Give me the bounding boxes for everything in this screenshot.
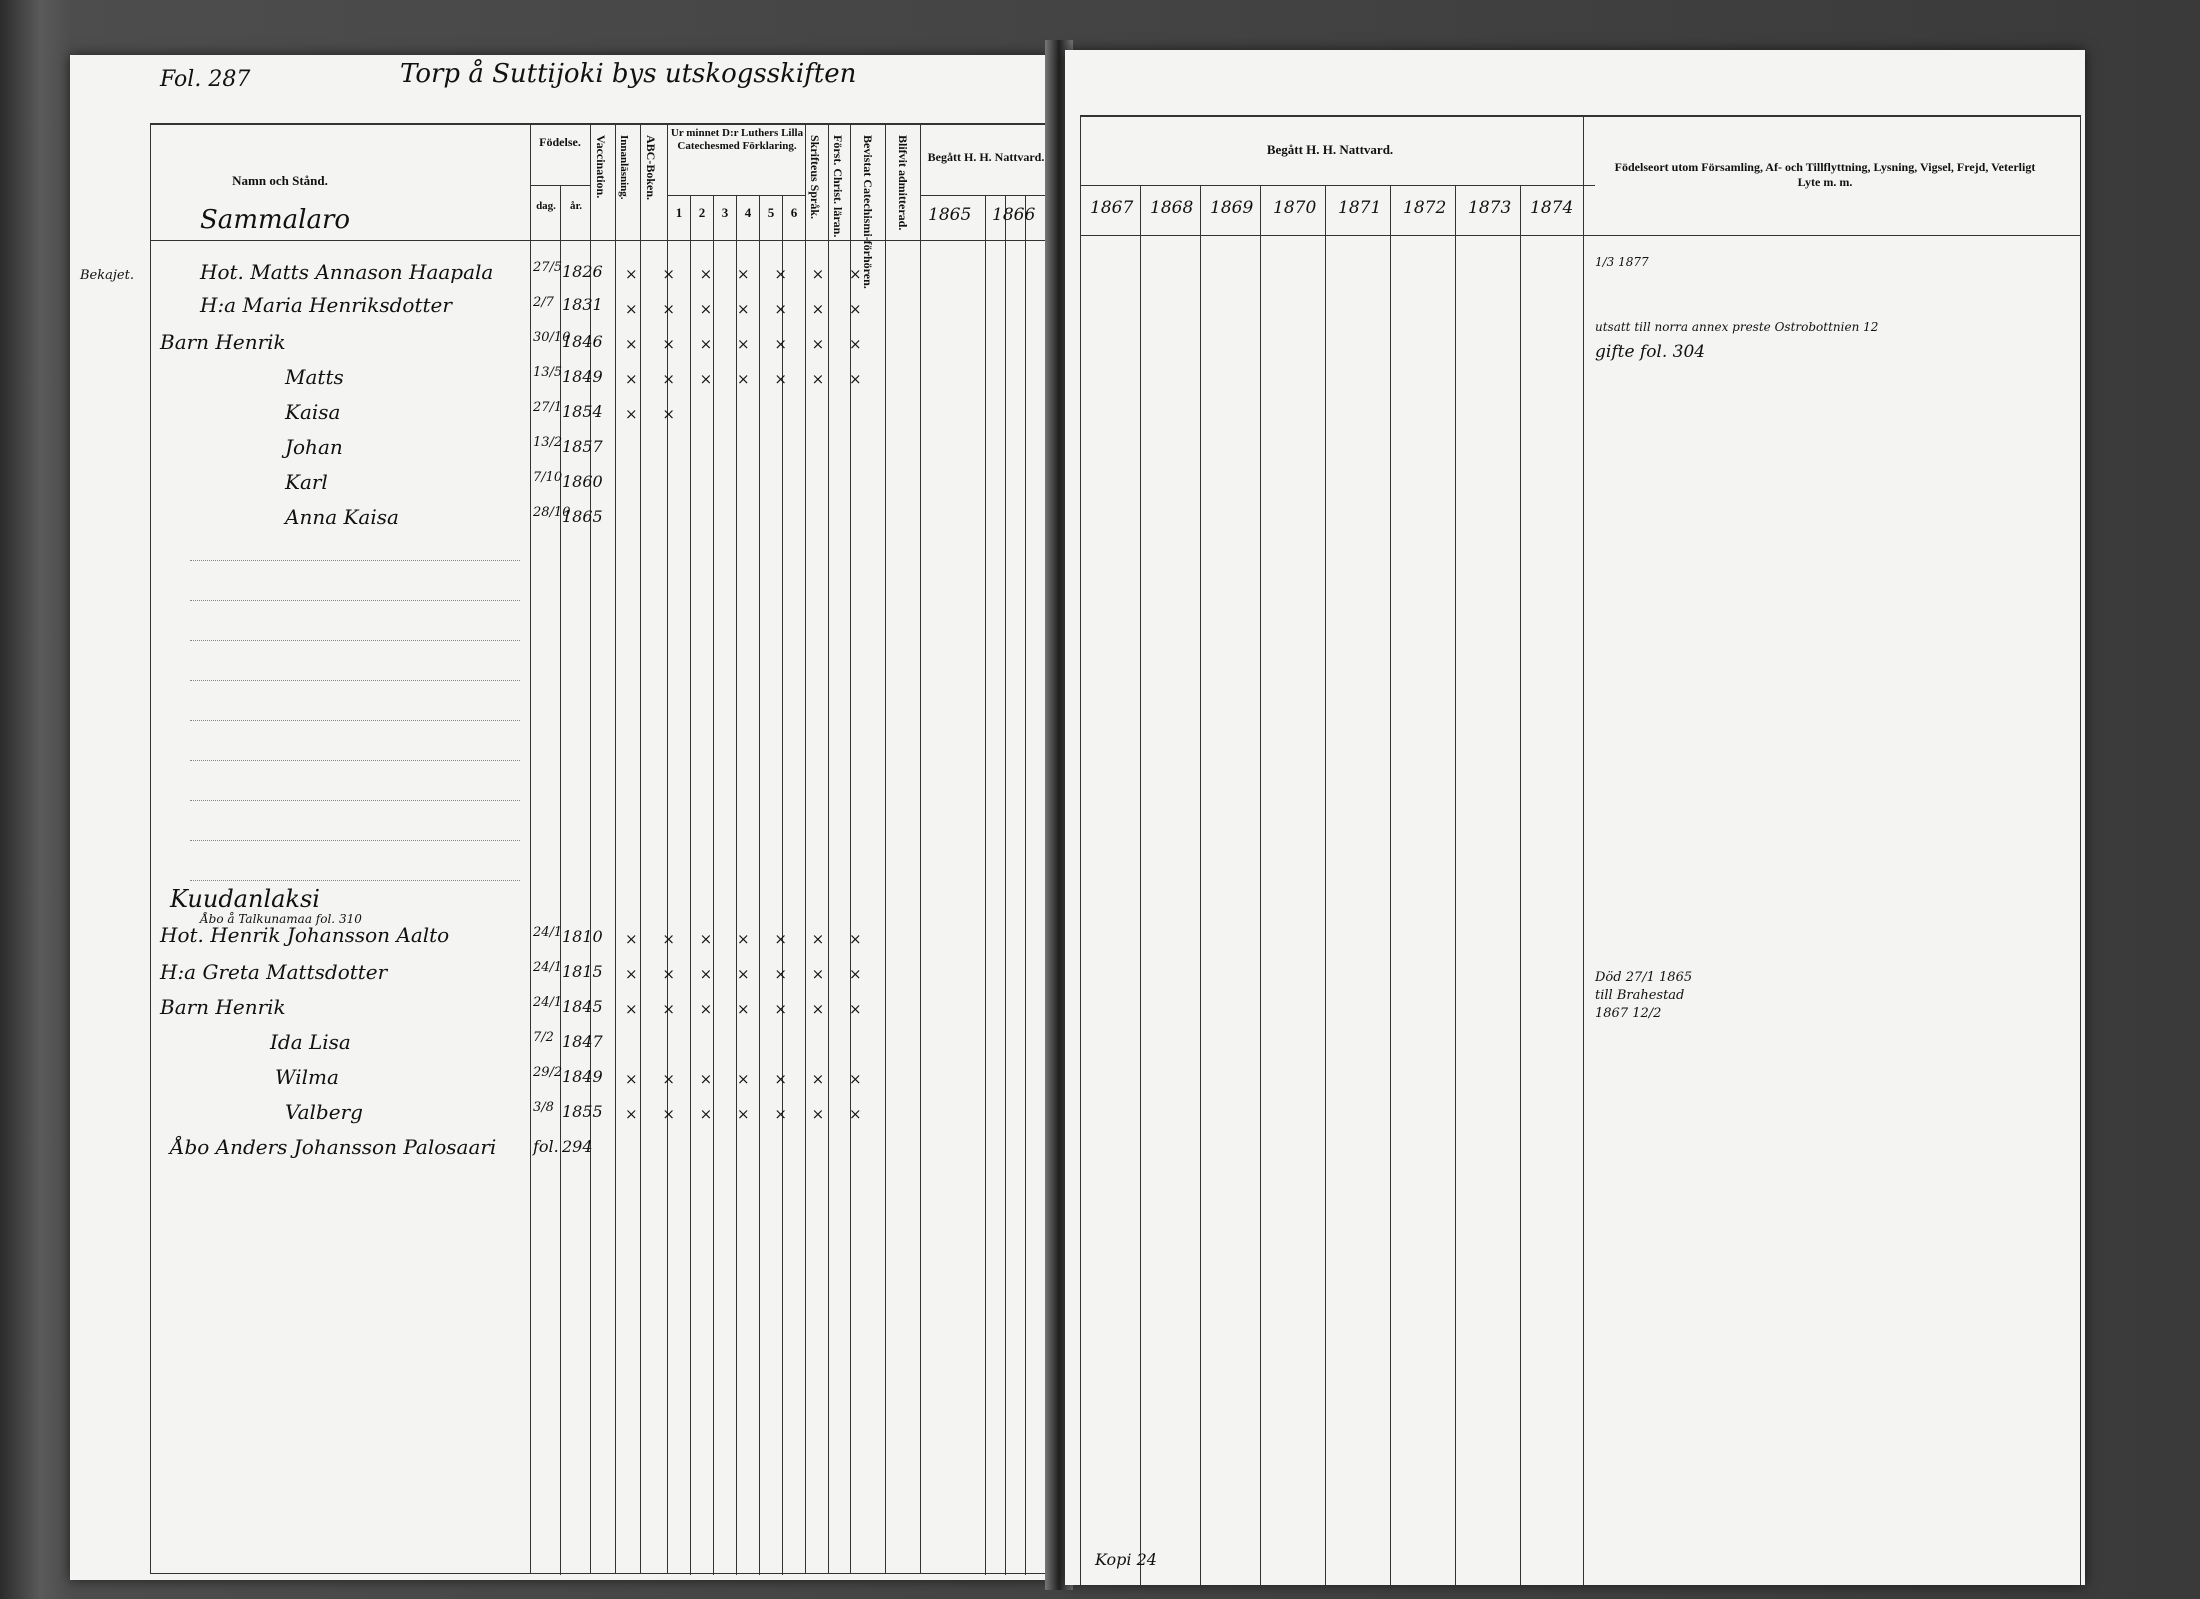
col-remarks-header: Födelseort utom Församling, Af- och Tillflyttning, Lysning, Vigsel, Frejd, Veterligt Lyte m. m. [1614, 160, 2036, 189]
year-1872: 1872 [1403, 198, 1447, 218]
col-writing: Skrifteus Språk. [808, 135, 822, 220]
village-title: Torp å Suttijoki bys utskogsskiften [400, 59, 857, 89]
h2-row-6-day: 3/8 [533, 1100, 554, 1115]
h1-row-2-year: 1831 [562, 295, 603, 314]
h1-row-7-name: Karl [285, 470, 328, 494]
luther-col-4: 4 [744, 205, 752, 220]
year-1865: 1865 [928, 205, 972, 225]
marks-row: × × × × × × × [625, 300, 872, 318]
year-1869: 1869 [1210, 198, 1254, 218]
h1-row-4-name: Matts [285, 365, 344, 389]
h2-row-7-name: Åbo Anders Johansson Palosaari [170, 1135, 497, 1159]
col-birth-year: år. [569, 200, 583, 212]
col-birth-header: Födelse. [539, 135, 581, 149]
h2-row-1-name: Hot. Henrik Johansson Aalto [160, 923, 450, 947]
h1-row-4-year: 1849 [562, 367, 603, 386]
margin-note: Bekajet. [80, 268, 134, 283]
h1-row-2-name: H:a Maria Henriksdotter [200, 293, 452, 317]
col-name-header: Namn och Stånd. [232, 173, 328, 188]
year-1868: 1868 [1150, 198, 1194, 218]
col-luther-header: Ur minnet D:r Luthers Lilla Catechesmed Förklaring. [670, 127, 804, 152]
col-vaccination: Vaccination. [594, 135, 608, 199]
h1-row-2-day: 2/7 [533, 295, 554, 310]
year-1867: 1867 [1090, 198, 1134, 218]
h2-row-5-day: 29/2 [533, 1065, 563, 1080]
h1-row-6-day: 13/2 [533, 435, 563, 450]
footer-note: Kopi 24 [1095, 1550, 1157, 1569]
h2-row-1-year: 1810 [562, 927, 603, 946]
h2-row-5-name: Wilma [275, 1065, 339, 1089]
year-1873: 1873 [1468, 198, 1512, 218]
h2-row-3-name: Barn Henrik [160, 995, 286, 1019]
h1-row-5-year: 1854 [562, 402, 603, 421]
h1-row-8-name: Anna Kaisa [285, 505, 399, 529]
col-communion-left: Begått H. H. Nattvard. [927, 150, 1045, 164]
col-admitted: Blifvit admitterad. [896, 135, 910, 231]
year-1874: 1874 [1530, 198, 1574, 218]
h2-row-5-year: 1849 [562, 1067, 603, 1086]
h2-row-3-day: 24/1 [533, 995, 563, 1010]
h1-remark-1: 1/3 1877 [1595, 255, 1649, 269]
h1-row-7-day: 7/10 [533, 470, 563, 485]
luther-col-6: 6 [790, 205, 798, 220]
luther-col-3: 3 [721, 205, 729, 220]
col-communion-right: Begått H. H. Nattvard. [1266, 142, 1394, 157]
h1-row-3-name: Barn Henrik [160, 330, 286, 354]
left-page [70, 55, 1050, 1580]
year-1870: 1870 [1273, 198, 1317, 218]
year-1866: 1866 [992, 205, 1036, 225]
luther-col-5: 5 [767, 205, 775, 220]
h2-row-2-name: H:a Greta Mattsdotter [160, 960, 388, 984]
marks-row: × × × × × × × [625, 335, 872, 353]
folio-number: Fol. 287 [160, 67, 251, 92]
h2-row-6-name: Valberg [285, 1100, 363, 1124]
h1-row-8-day: 28/10 [533, 505, 571, 520]
marks-row: × × [625, 405, 685, 423]
h1-row-3-year: 1846 [562, 332, 603, 351]
h2-row-3-year: 1845 [562, 997, 603, 1016]
h1-row-1-name: Hot. Matts Annason Haapala [200, 260, 494, 284]
household2-place: Kuudanlaksi [170, 885, 320, 913]
h2-row-1-day: 24/1 [533, 925, 563, 940]
col-catechism: Bevistat Catechismi-förhören. [861, 135, 875, 289]
col-reading: Innanläsning. [618, 135, 630, 200]
h2-row-7-day: fol. [533, 1137, 559, 1156]
h1-row-5-name: Kaisa [285, 400, 341, 424]
h2-remark-1: Död 27/1 1865 [1595, 970, 1693, 985]
h2-row-2-day: 24/1 [533, 960, 563, 975]
h2-row-4-name: Ida Lisa [270, 1030, 351, 1054]
h2-remark-3: 1867 12/2 [1595, 1006, 1662, 1021]
h1-row-8-year: 1865 [562, 507, 603, 526]
h1-row-5-day: 27/1 [533, 400, 563, 415]
col-abc: ABC-Boken. [644, 135, 658, 201]
h2-row-7-year: 294 [562, 1137, 593, 1156]
luther-col-1: 1 [675, 205, 683, 220]
marks-row: × × × × × × × [625, 965, 872, 983]
marks-row: × × × × × × × [625, 930, 872, 948]
marks-row: × × × × × × × [625, 1070, 872, 1088]
h2-row-4-year: 1847 [562, 1032, 603, 1051]
h1-row-1-day: 27/5 [533, 260, 563, 275]
year-1871: 1871 [1338, 198, 1382, 218]
marks-row: × × × × × × × [625, 1000, 872, 1018]
right-page [1065, 50, 2085, 1585]
h2-row-6-year: 1855 [562, 1102, 603, 1121]
h1-row-1-year: 1826 [562, 262, 603, 281]
household2-note: Åbo å Talkunamaa fol. 310 [200, 912, 362, 926]
marks-row: × × × × × × × [625, 265, 872, 283]
h1-row-7-year: 1860 [562, 472, 603, 491]
h1-row-3-day: 30/10 [533, 330, 571, 345]
col-christianity: Först. Christ. läran. [831, 135, 845, 238]
h1-remark-2: utsatt till norra annex preste Ostrobottnien 12 [1595, 320, 1879, 334]
h1-row-6-year: 1857 [562, 437, 603, 456]
col-birth-day: dag. [536, 200, 556, 212]
h2-remark-2: till Brahestad [1595, 988, 1685, 1003]
household1-place: Sammalaro [200, 205, 351, 235]
luther-col-2: 2 [698, 205, 706, 220]
h1-remark-3: gifte fol. 304 [1595, 342, 1706, 362]
h1-row-6-name: Johan [285, 435, 343, 459]
marks-row: × × × × × × × [625, 1105, 872, 1123]
h2-row-2-year: 1815 [562, 962, 603, 981]
h1-row-4-day: 13/5 [533, 365, 563, 380]
marks-row: × × × × × × × [625, 370, 872, 388]
h2-row-4-day: 7/2 [533, 1030, 554, 1045]
